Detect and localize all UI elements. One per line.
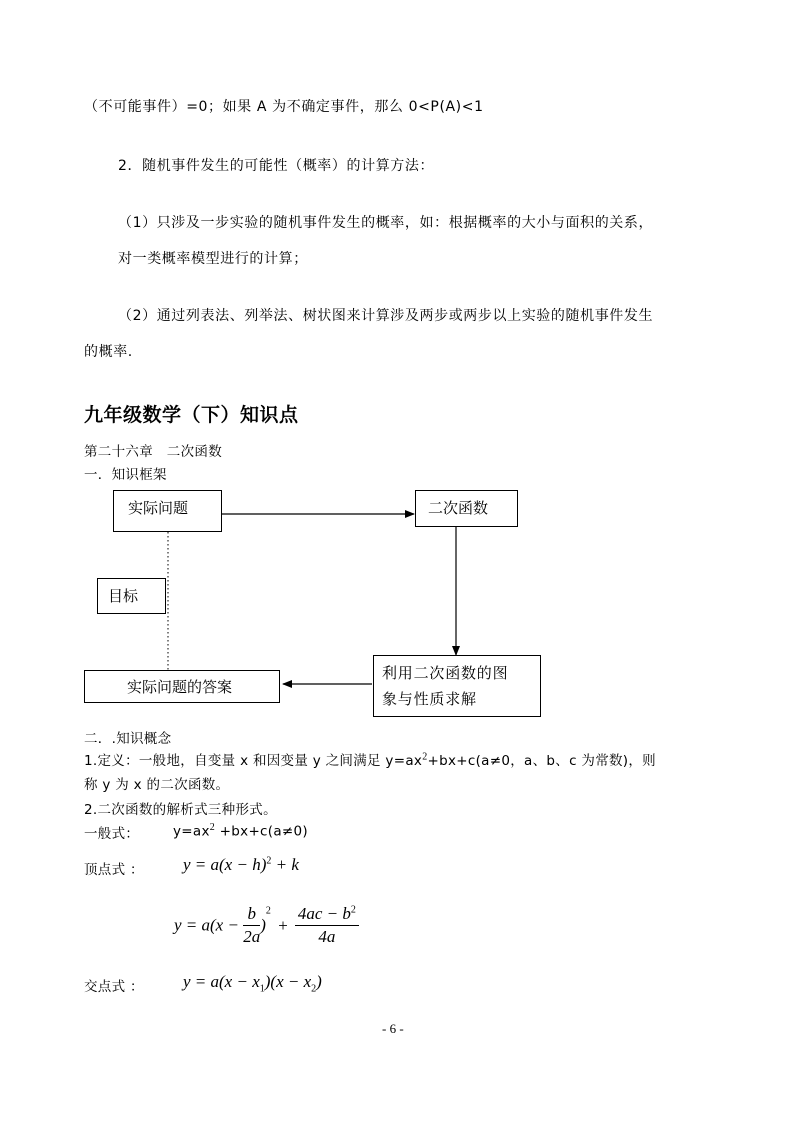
fraction-4ac-minus-b2-over-4a: $\frac{4ac - b^2}{4a}$ (295, 904, 359, 947)
forms-title: 2.二次函数的解析式三种形式。 (84, 802, 277, 818)
box-real-problem (113, 490, 222, 532)
part2-title: 二．.知识概念 (84, 731, 172, 747)
box-answer (84, 670, 280, 703)
text-line-3: （1）只涉及一步实验的随机事件发生的概率，如：根据概率的大小与面积的关系， (118, 215, 654, 231)
fraction-b-over-2a: $\frac{b}{2a}$ (243, 904, 261, 946)
part1-title: 一．知识框架 (84, 467, 167, 483)
page-number: - 6 - (382, 1021, 404, 1036)
box-solve (373, 655, 541, 717)
box-goal (97, 578, 166, 614)
vertex-expanded-expr: y = a(x − $\frac{b}{2a}$ )$^2$ + $\frac{4ac - b^2}{4a}$ (174, 904, 359, 947)
box-quadratic-function-label: 二次函数 (428, 500, 489, 517)
box-answer-label: 实际问题的答案 (127, 679, 233, 696)
box-solve-label-2: 象与性质求解 (382, 691, 477, 708)
box-solve-label-1: 利用二次函数的图 (382, 665, 509, 682)
general-form-expr: $y=ax^2 +bx+c(a\ne 0)$ (173, 822, 308, 840)
intercept-form-expr: $y = a(x - x_1)(x - x_2)$ (183, 972, 322, 995)
section-title: 九年级数学（下）知识点 (84, 404, 299, 426)
definition-line-2: 称 y 为 x 的二次函数。 (84, 777, 230, 793)
definition-line-1: 1.定义：一般地，自变量 x 和因变量 y 之间满足 $y=ax^2+bx+c(a\ne 0$，a、b、c 为常数)，则 (84, 751, 656, 769)
text-line-2: 2．随机事件发生的可能性（概率）的计算方法： (118, 158, 435, 174)
box-real-problem-label: 实际问题 (128, 500, 189, 517)
box-quadratic-function (415, 490, 518, 527)
vertex-form-label: 顶点式 ： (84, 862, 144, 878)
intercept-form-label: 交点式 ： (84, 979, 144, 995)
text-line-1: （不可能事件）=0；如果 A 为不确定事件，那么 0<P(A)<1 (84, 99, 484, 115)
general-form-label: 一般式： (84, 826, 140, 842)
chapter-title: 第二十六章 二次函数 (84, 444, 222, 460)
text-line-5: （2）通过列表法、列举法、树状图来计算涉及两步或两步以上实验的随机事件发生 (118, 308, 654, 324)
text-line-4: 对一类概率模型进行的计算； (118, 251, 308, 267)
text-line-6: 的概率. (84, 344, 133, 360)
box-goal-label: 目标 (108, 588, 139, 605)
vertex-form-expr: $y = a(x - h)^2 + k$ (183, 855, 299, 874)
